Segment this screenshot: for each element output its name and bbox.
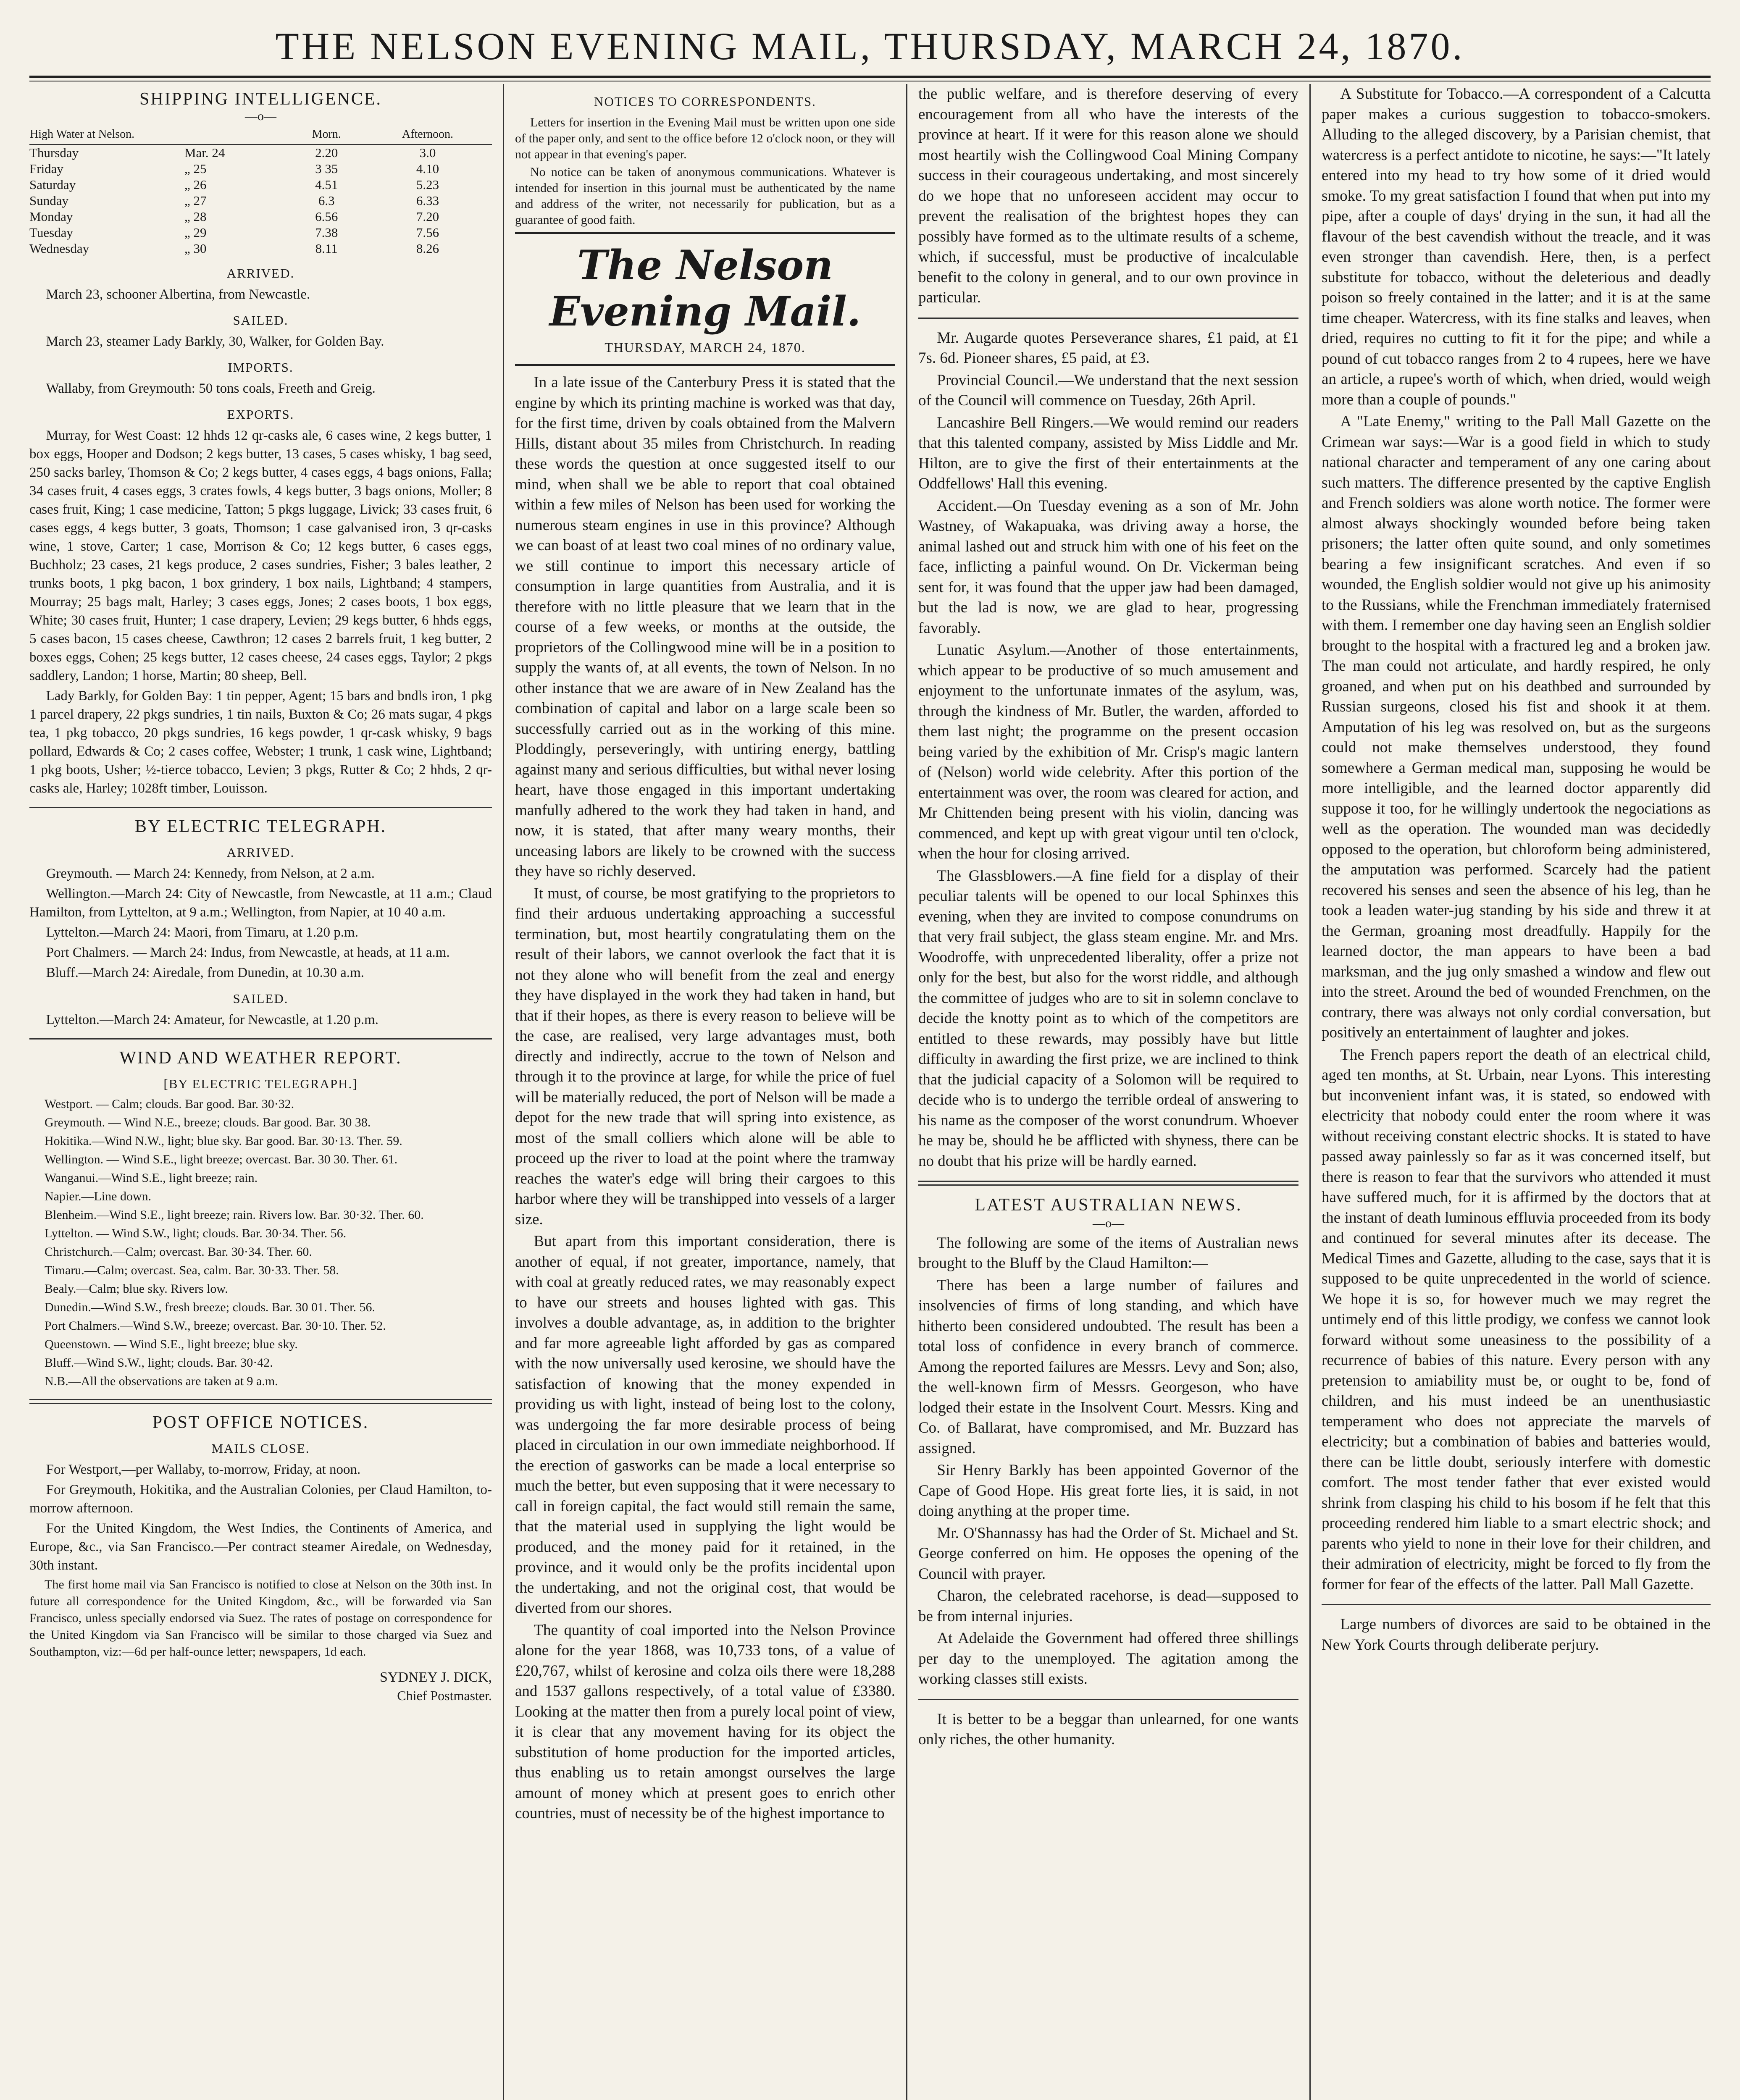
shipping-heading: SHIPPING INTELLIGENCE. xyxy=(139,89,382,109)
tel-arrived-heading: ARRIVED. xyxy=(226,845,295,860)
tide-header-morn: Morn. xyxy=(289,126,363,144)
tide-header-afternoon: Afternoon. xyxy=(363,126,492,144)
weather-item: Hokitika.—Wind N.W., light; blue sky. Bar good. Bar. 30·13. Ther. 59. xyxy=(45,1134,402,1148)
editorial-paragraph: The quantity of coal imported into the Nelson Province alone for the year 1868, was 10,733 tons, of a value of £20,767, whilst of kerosine and colza oils there were 18,288 and 1537 gallons respectively, of a total value of £3380. Looking at the matter then from a purely local point of view, it is clear that any movement having for its object the substitution of home production for the imported articles, thus enabling us to retain amongst ourselves the large amount of money which at present goes to enrich other countries, must of necessity be of the highest importance to xyxy=(515,1621,895,1822)
weather-item: Queenstown. — Wind S.E., light breeze; blue sky. xyxy=(45,1337,298,1351)
weather-item: Port Chalmers.—Wind S.W., breeze; overcast. Bar. 30·10. Ther. 52. xyxy=(45,1319,386,1333)
tide-row xyxy=(29,241,492,257)
news-item: The Glassblowers.—A fine field for a display of their peculiar talents will be opened to our local Sphinxes this evening, when they are invited to compose conundrums on that very frail subject, the glass steam engine. Mr. and Mrs. Woodroffe, with unprecedented liberality, offer a prize not only for the best, but also for the worst riddle, and although the committee of judges who are to sit in solemn conclave to decide the knotty point as to which of the competitors are entitled to these rewards, may possibly have but little difficulty in awarding the first prize, we are inclined to think that the judicial capacity of a Solomon will be required to decide who is to undergo the terrible ordeal of answering to his name as the composer of the worst conundrum. Whoever he may be, should he be afflicted with shyness, there can be no doubt that his prize will be hardly earned. xyxy=(918,867,1298,1170)
divider xyxy=(918,318,1298,319)
latest-item: The following are some of the items of Australian news brought to the Bluff by the Claud Hamilton:— xyxy=(918,1234,1298,1272)
tide-row xyxy=(29,209,492,225)
tide-header-place: High Water at Nelson. xyxy=(29,126,289,144)
paper-title-box xyxy=(515,232,895,366)
exports-text-2: Lady Barkly, for Golden Bay: 1 tin pepper, Agent; 15 bars and bndls iron, 1 pkg 1 parcel drapery, 22 pkgs sundries, 1 tin nails, Buxton & Co; 26 mats sugar, 4 pkgs tea, 1 pkg tobacco, 20 pkgs sundries, 16 kegs powder, 1 qr-cask whisky, 9 bags pollard, Edwards & Co; 2 cases coffee, Webster; 1 trunk, 1 cask wine, Lightband; 1 pkg boots, Usher; ½-tierce tobacco, Levien; 3 pkgs, Rutter & Co; 2 hhds, 2 qr-casks ale, Harley; 1028ft timber, Louisson. xyxy=(29,688,492,796)
final-item: It is better to be a beggar than unlearned, for one wants only riches, the other humanity. xyxy=(918,1710,1298,1748)
sailed-heading: SAILED. xyxy=(233,313,289,328)
tide-date: „ 30 xyxy=(184,241,207,256)
telegraph-heading: BY ELECTRIC TELEGRAPH. xyxy=(134,817,387,836)
tide-morn: 8.11 xyxy=(315,241,338,256)
masthead: THE NELSON EVENING MAIL, THURSDAY, MARCH 24, 1870. xyxy=(275,25,1465,68)
tide-date: „ 25 xyxy=(184,161,207,176)
tel-arrived-item: Lyttelton.—March 24: Maori, from Timaru, at 1.20 p.m. xyxy=(46,925,358,940)
latest-item: There has been a large number of failures and insolvencies of firms of long standing, and which have hitherto been considered undoubted. The result has been a total loss of confidence in every branch of commerce. Among the reported failures are Messrs. Levy and Son; also, the well-known firm of Messrs. Georgeson, who have lodged their estate in the Insolvent Court. Messrs. King and Co. of Ballarat, have compromised, and Mr. Buzzard has assigned. xyxy=(918,1276,1298,1457)
divider xyxy=(29,807,492,808)
tel-arrived-item: Port Chalmers. — March 24: Indus, from Newcastle, at heads, at 11 a.m. xyxy=(46,945,450,960)
mail-item: For the United Kingdom, the West Indies, the Continents of America, and Europe, &c., via San Francisco.—Per contract steamer Airedale, on Wednesday, 30th instant. xyxy=(29,1521,492,1573)
notice-text: No notice can be taken of anonymous communications. Whatever is intended for insertion in this journal must be authenticated by the name and address of the writer, not necessarily for publication, but as a guarantee of good faith. xyxy=(515,165,895,227)
article-paragraph: A Substitute for Tobacco.—A correspondent of a Calcutta paper makes a curious suggestion to tobacco-smokers. Alluding to the alleged discovery, by a Parisian chemist, that watercress is a perfect antidote to nicotine, he says:—"It lately entered into my head to try how some of it dried would smoke. To my great satisfaction I found that when put into my pipe, after a couple of days' drying in the sun, it had all the flavour of the best cavendish without the treacle, and it was even stronger than cavendish. Here, then, is a perfect substitute for tobacco, without the deleterious and deadly poison so freely contained in the latter; and it is at the same time cheaper. Watercress, with its fine stalks and leaves, when dried, requires no cutting to fit it for the pipe; and while a pound of cut tobacco ranges from 2 to 4 rupees, here we have an article, a rupee's worth of which, when dried, would weigh more than a couple of pounds." xyxy=(1322,85,1711,408)
mails-heading: MAILS CLOSE. xyxy=(211,1441,310,1456)
weather-item: Bealy.—Calm; blue sky. Rivers low. xyxy=(45,1282,228,1296)
exports-heading: EXPORTS. xyxy=(227,407,294,422)
divider xyxy=(29,1399,492,1404)
editorial-paragraph: In a late issue of the Canterbury Press it is stated that the engine by which its printing machine is worked was that day, for the first time, driven by coals obtained from the Malvern Hills, distant about 35 miles from Christchurch. In reading these words the question at once suggested itself to our mind, when shall we be able to report that coal obtained within a few miles of Nelson has been used for working the numerous steam engines in use in this province? Although we can boast of at least two coal mines of no ordinary value, we still continue to import this necessary article of consumption in large quantities from Australia, and it is therefore with no little pleasure that we learn that in the course of a few weeks, or months at the outside, the proprietors of the Collingwood mine will be in a position to supply the wants of, at all events, the town of Nelson. In no other instance that we are aware of in New Zealand has the combination of capital and labor on a large scale been so successfully carried out as in the working of this mine. Ploddingly, perseveringly, with untiring energy, battling against many and serious difficulties, but withal never losing heart, have those engaged in this important undertaking manfully adhered to the work they had taken in hand, and now, it is stated, that after many weary months, their unceasing labors are likely to be crowned with the success they have so richly deserved. xyxy=(515,374,895,880)
weather-item: Bluff.—Wind S.W., light; clouds. Bar. 30·42. xyxy=(45,1356,273,1370)
notices-heading: NOTICES TO CORRESPONDENTS. xyxy=(594,94,816,109)
arrived-heading: ARRIVED. xyxy=(226,266,295,281)
mail-item: For Greymouth, Hokitika, and the Australian Colonies, per Claud Hamilton, to-morrow afternoon. xyxy=(29,1482,492,1516)
weather-list xyxy=(29,1096,492,1371)
tide-date: „ 26 xyxy=(184,177,207,192)
tel-arrived-item: Bluff.—March 24: Airedale, from Dunedin, at 10.30 a.m. xyxy=(46,965,364,980)
article-paragraph: A "Late Enemy," writing to the Pall Mall Gazette on the Crimean war says:—War is a good field in which to study national character and temperament of any one caring about such matters. The difference presented by the captive English and French soldiers was alone worth notice. The former were almost always shockingly wounded before being taken prisoners; the latter often quite sound, and only sometimes bearing a few insignificant scratches. And even if so wounded, the English soldier would not give up his animosity to the Russians, while the Frenchman immediately fraternised with them. I remember one day having seen an English soldier brought to the hospital with a fractured leg and a broken jaw. The man could not articulate, and hardly respired, he only groaned, and when put on his deathbed and surrounded by Russian surgeons, closed his fist and shook it at them. Amputation of his leg was resolved on, but as the surgeons could not make themselves understood, they found somewhere a German medical man, supposing he would be more intelligible, and the learned doctor apparently did suppose it too, for he willingly undertook the negociations as well as the operation. The wounded man was decidedly opposed to the operation, but chloroform being administered, the amputation was performed. Scarcely had the patient recovered his senses and seen the absence of his leg, than he took a leaden water-jug standing by his side and threw it at the German, groaning most dreadfully. Happily for the learned doctor, the man appears to have been a bad marksman, and the jug only smashed a window and flew out into the street. Around the bed of wounded Frenchmen, on the contrary, there was always not only cordial conversation, but positively an entertainment of laughter and jokes. xyxy=(1322,413,1711,1041)
tide-day: Sunday xyxy=(29,193,68,208)
tide-day: Friday xyxy=(29,161,63,176)
tide-morn: 7.38 xyxy=(315,225,338,240)
news-item: Lancashire Bell Ringers.—We would remind our readers that this talented company, assisted by Miss Liddle and Mr. Hilton, are to give the first of their entertainments at the Oddfellows' Hall this evening. xyxy=(918,414,1298,492)
weather-item: Dunedin.—Wind S.W., fresh breeze; clouds. Bar. 30 01. Ther. 56. xyxy=(45,1300,375,1314)
weather-item: Greymouth. — Wind N.E., breeze; clouds. Bar good. Bar. 30 38. xyxy=(45,1116,371,1129)
article-paragraph: The French papers report the death of an electrical child, aged ten months, at St. Urbain, near Lyons. This interesting but inconvenient infant was, it is stated, so endowed with electricity that nobody could enter the room where it was without receiving constant electric shocks. It is stated to have passed away painlessly so far as it was concerned itself, but there is reason to fear that the survivors who attended it must have suffered much, for it is affirmed by the doctors that at the instant of death luminous effluvia proceeded from its body and continued for several minutes after its decease. The Medical Times and Gazette, alluding to the case, says that it is supposed to be quite unprecedented in the world of science. We hope it is so, for however much we may regret the untimely end of this little prodigy, we confess we cannot look forward without some uneasiness to the possibility of a recurrence of babies of this nature. Every person with any pretension to amiability must be, or ought to be, fond of children, and his must indeed be an unenthusiastic temperament who does not appreciate the marvels of electricity; but a combination of babies and batteries would, there can be little doubt, seriously interfere with domestic comfort. The most tender father that ever existed would shrink from clasping his child to his bosom if he felt that this proceeding rendered him liable to a smart electric shock; and parents who yield to none in their love for their children, and their admiration of electricity, might be forced to fly from the former for fear of the effects of the latter. Pall Mall Gazette. xyxy=(1322,1046,1711,1593)
weather-item: Blenheim.—Wind S.E., light breeze; rain. Rivers low. Bar. 30·32. Ther. 60. xyxy=(45,1208,424,1222)
tide-afternoon: 5.23 xyxy=(416,177,439,192)
tel-arrived-item: Wellington.—March 24: City of Newcastle, from Newcastle, at 11 a.m.; Claud Hamilton, from Lyttelton, at 9 a.m.; Wellington, from Napier, at 10 40 a.m. xyxy=(29,886,492,920)
tide-morn: 3 35 xyxy=(315,161,338,176)
tel-sailed-text: Lyttelton.—March 24: Amateur, for Newcastle, at 1.20 p.m. xyxy=(46,1012,378,1027)
final-item: Large numbers of divorces are said to be obtained in the New York Courts through deliberate perjury. xyxy=(1322,1616,1711,1654)
tide-day: Thursday xyxy=(29,145,79,160)
weather-item: Lyttelton. — Wind S.W., light; clouds. Bar. 30·34. Ther. 56. xyxy=(45,1226,347,1240)
postmaster-signature: SYDNEY J. DICK, xyxy=(380,1670,492,1685)
latest-news-heading: LATEST AUSTRALIAN NEWS. xyxy=(975,1195,1242,1215)
imports-heading: IMPORTS. xyxy=(228,360,294,375)
tide-morn: 2.20 xyxy=(315,145,338,160)
tide-morn: 6.56 xyxy=(315,209,338,224)
tide-rows xyxy=(29,144,492,257)
weather-item: Westport. — Calm; clouds. Bar good. Bar. 30·32. xyxy=(45,1097,294,1111)
tide-morn: 6.3 xyxy=(318,193,335,208)
exports-text: Murray, for West Coast: 12 hhds 12 qr-casks ale, 6 cases wine, 2 kegs butter, 1 box eggs, Hooper and Dodson; 2 kegs butter, 13 cases, 5 cases whisky, 1 bag seed, 250 sacks barley, Thomson & Co; 2 kegs butter, 4 cases eggs, 4 bags onions, Falla; 34 cases fruit, 4 cases eggs, 3 crates fowls, 4 kegs butter, 3 bags onions, Moller; 8 cases fruit, King; 1 case medicine, Tatton; 5 pkgs luggage, Livick; 33 cases fruit, 6 cases eggs, 4 kegs butter, 3 goats, Thomson; 1 case galvanised iron, 3 qr-casks wine, 1 stove, Carter; 1 case, Morrison & Co; 12 kegs butter, 6 cases eggs, Buchholz; 23 cases, 21 kegs produce, 2 cases sundries, Fisher; 3 bales leather, 2 trunks boots, 1 pkg bacon, 1 box grindery, 1 box nails, Lightband; 4 stampers, Mourray; 25 bags malt, Harley; 3 cases eggs, Jones; 2 cases boots, 1 box eggs, White; 30 cases fruit, Hunter; 1 case drapery, Levien; 29 kegs butter, 6 hhds eggs, 5 cases bacon, 15 cases cheese, Cawthron; 12 cases 2 barrels fruit, 1 keg butter, 2 boxes eggs, Cohen; 25 kegs butter, 12 cases cheese, 24 cases eggs, Taylor; 2 pkgs saddlery, Landon; 1 horse, Martin; 80 sheep, Bell. xyxy=(29,428,492,683)
divider xyxy=(918,1181,1298,1186)
news-item: Provincial Council.—We understand that the next session of the Council will commence on Tuesday, 26th April. xyxy=(918,371,1298,409)
arrived-text: March 23, schooner Albertina, from Newcastle. xyxy=(46,287,310,302)
column-1 xyxy=(29,84,504,2100)
tide-date: „ 28 xyxy=(184,209,207,224)
divider xyxy=(918,1699,1298,1700)
latest-item: Mr. O'Shannassy has had the Order of St. Michael and St. George conferred on him. He opposes the opening of the Council with prayer. xyxy=(918,1524,1298,1583)
editorial-continuation: the public welfare, and is therefore deserving of every encouragement from all who have the interests of the province at heart. If it were for this reason alone we should most heartily wish the Collingwood Coal Mining Company success in their courageous undertaking, and most sincerely do we hope that no unforeseen accident may occur to prevent the realisation of the brightest hopes they can possibly have formed as to the ultimate results of a scheme, which, if successful, must be productive of incalculable benefit to the colony in general, and to our own province in particular. xyxy=(918,85,1298,306)
editorial-paragraph: It must, of course, be most gratifying to the proprietors to find their arduous undertaking approaching a successful termination, but, most heartily congratulating them on the result of their labors, we cannot overlook the fact that it is not they alone who will benefit from the zeal and energy they have displayed in the work they had taken in hand, but that if their hopes, as there is every reason to believe will be the case, are realised, very large advantages must, both directly and indirectly, accrue to the town of Nelson and through it to the province at large, for while the price of fuel will be materially reduced, the port of Nelson will be made a depot for the new trade that will spring into existence, as most of the small colliers which alone will be able to proceed up the river to load at the point where the tramway reaches the water's edge will bring their cargoes to this harbor where they will be transhipped into vessels of a larger size. xyxy=(515,885,895,1228)
tide-date: Mar. 24 xyxy=(184,145,225,160)
notice-text: Letters for insertion in the Evening Mail must be written upon one side of the paper only, and sent to the office before 12 o'clock noon, or they will not appear in that evening's paper. xyxy=(515,115,895,161)
tide-afternoon: 7.20 xyxy=(416,209,439,224)
tide-day: Monday xyxy=(29,209,73,224)
tide-row xyxy=(29,161,492,177)
tide-afternoon: 8.26 xyxy=(416,241,439,256)
weather-item: Christchurch.—Calm; overcast. Bar. 30·34. Ther. 60. xyxy=(45,1245,312,1259)
news-item: Mr. Augarde quotes Perseverance shares, £1 paid, at £1 7s. 6d. Pioneer shares, £5 paid, at £3. xyxy=(918,329,1298,367)
imports-text: Wallaby, from Greymouth: 50 tons coals, Freeth and Greig. xyxy=(46,381,376,396)
tel-arrived-item: Greymouth. — March 24: Kennedy, from Nelson, at 2 a.m. xyxy=(46,866,375,881)
tide-table xyxy=(29,126,492,257)
latest-item: Sir Henry Barkly has been appointed Governor of the Cape of Good Hope. His great forte lies, it is said, in not doing anything at the proper time. xyxy=(918,1462,1298,1520)
tide-afternoon: 4.10 xyxy=(416,161,439,176)
tide-day: Saturday xyxy=(29,177,76,192)
weather-heading: WIND AND WEATHER REPORT. xyxy=(119,1048,402,1068)
latest-item: Charon, the celebrated racehorse, is dead—supposed to be from internal injuries. xyxy=(918,1587,1298,1625)
mails-note: The first home mail via San Francisco is notified to close at Nelson on the 30th inst. In future all correspondence for the United Kingdom, &c., will be forwarded via San Francisco, unless specially endorsed via Suez. The rates of postage on correspondence for the United Kingdom via San Francisco will be similar to those charged via Suez and Southampton, viz:—6d per half-ounce letter; newspapers, 1d each. xyxy=(29,1578,492,1659)
tide-date: „ 27 xyxy=(184,193,207,208)
tide-row xyxy=(29,225,492,241)
tide-afternoon: 3.0 xyxy=(419,145,436,160)
tide-row xyxy=(29,193,492,209)
weather-item: Timaru.—Calm; overcast. Sea, calm. Bar. 30·33. Ther. 58. xyxy=(45,1263,339,1277)
tide-day: Tuesday xyxy=(29,225,73,240)
mail-item: For Westport,—per Wallaby, to-morrow, Friday, at noon. xyxy=(46,1462,361,1477)
columns xyxy=(29,84,1711,2100)
weather-item: Napier.—Line down. xyxy=(45,1189,152,1203)
tide-afternoon: 6.33 xyxy=(416,193,439,208)
weather-item: Wanganui.—Wind S.E., light breeze; rain. xyxy=(45,1171,258,1185)
ornament: —o— xyxy=(245,109,276,123)
column-4 xyxy=(1311,84,1711,2100)
column-2 xyxy=(504,84,907,2100)
tide-date: „ 29 xyxy=(184,225,207,240)
news-item: Lunatic Asylum.—Another of those entertainments, which appear to be productive of so much amusement and enjoyment to the unfortunate inmates of the asylum, was, through the kindness of Mr. Butler, the warden, afforded to them last night; the programme on the present occasion being varied by the exhibition of Mr. Crisp's magic lantern of (Nelson) world wide celebrity. After this portion of the entertainment was over, the room was cleared for action, and Mr Chittenden being present with his violin, dancing was commenced, and kept up with great vigour until ten o'clock, when the hour for closing arrived. xyxy=(918,641,1298,862)
divider xyxy=(1322,1604,1711,1605)
weather-subheading: [BY ELECTRIC TELEGRAPH.] xyxy=(163,1076,358,1091)
masthead-rule xyxy=(29,76,1711,81)
tide-afternoon: 7.56 xyxy=(416,225,439,240)
sailed-text: March 23, steamer Lady Barkly, 30, Walker, for Golden Bay. xyxy=(46,334,384,349)
latest-item: At Adelaide the Government had offered three shillings per day to the unemployed. The agitation among the working classes still exists. xyxy=(918,1630,1298,1688)
weather-note: N.B.—All the observations are taken at 9 a.m. xyxy=(45,1374,278,1388)
paper-title: The Nelson Evening Mail. xyxy=(549,241,861,335)
divider xyxy=(29,1038,492,1040)
column-3 xyxy=(907,84,1311,2100)
tide-row xyxy=(29,177,492,193)
news-item: Accident.—On Tuesday evening as a son of Mr. John Wastney, of Wakapuaka, was driving away a horse, the animal lashed out and struck him with one of his feet on the face, inflicting a painful wound. On Dr. Vickerman being sent for, it was found that the upper jaw had been damaged, but the lad is now, we are glad to hear, progressing favorably. xyxy=(918,497,1298,637)
tide-day: Wednesday xyxy=(29,241,89,256)
post-office-heading: POST OFFICE NOTICES. xyxy=(152,1413,369,1432)
tide-morn: 4.51 xyxy=(315,177,338,192)
dateline: THURSDAY, MARCH 24, 1870. xyxy=(605,339,806,355)
tel-sailed-heading: SAILED. xyxy=(233,991,289,1006)
editorial-paragraph: But apart from this important consideration, there is another of equal, if not greater, importance, namely, that with coal at greatly reduced rates, we may reasonably expect to have our streets and houses lighted with gas. This involves a double advantage, as, in addition to the brighter and far more agreeable light afforded by gas as compared with the now universally used kerosine, we should have the satisfaction of knowing that the money expended in providing us with light, instead of being lost to the colony, was undergoing the far more desirable process of being placed in circulation in our own immediate neighborhood. If the erection of gasworks can be made a local enterprise so much the better, but even supposing that it were necessary to call in foreign capital, the fact would still remain the same, that the material used in supplying the light would be produced, and the money paid for it retained, in the province, and it would only be the profits incidental upon the undertaking, and not the original cost, that would be diverted from our shores. xyxy=(515,1233,895,1617)
ornament: —o— xyxy=(1093,1216,1124,1230)
postmaster-role: Chief Postmaster. xyxy=(397,1688,492,1703)
weather-item: Wellington. — Wind S.E., light breeze; overcast. Bar. 30 30. Ther. 61. xyxy=(45,1152,398,1166)
tide-row xyxy=(29,144,492,161)
